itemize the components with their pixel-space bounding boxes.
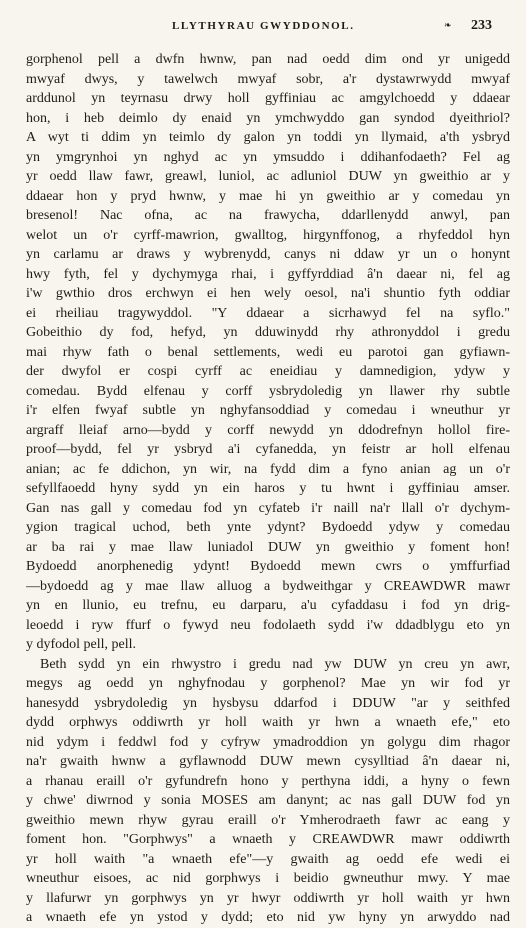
text-line: a rhanau eraill o'r gyfundrefn hono y perthyna iddi, a hyny o fewn — [26, 773, 510, 789]
text-line: i'w gwthio dros erchwyn ei hen wely oesol, na'i shuntio fyth oddiar — [26, 286, 510, 301]
text-line: sefyllfaoedd hyny sydd yn ein haros y tu hwnt i gyffiniau amser. — [26, 481, 510, 496]
page-number: 233 — [471, 18, 492, 33]
text-line: A wyt ti ddim yn teimlo dy galon yn toddi yn llymaid, a'th ysbryd — [26, 130, 510, 145]
text-line: hon, i heb deimlo dy enaid yn ymchwyddo gan syndod dyeithriol? — [26, 110, 510, 126]
text-line: Bydoedd anorphenedig ydynt! Bydoedd mewn cwrs o ymffurfiad — [26, 559, 510, 574]
text-line: —bydoedd ag y mae llaw alluog a bydweithgar y CREAWDWR mawr — [26, 578, 510, 594]
body-text — [26, 50, 510, 928]
text-line: comedau. Bydd elfenau y corff ysbrydoledig yn llawer rhy subtle — [26, 383, 510, 399]
text-line: na'r gwaith hwnw a gyflawnodd DUW mewn cysylltiad â'n daear ni, — [26, 754, 510, 769]
text-line: yr oedd llaw fawr, greawl, luniol, ac adluniol DUW yn gweithio ar y — [26, 169, 510, 184]
text-line: leoedd i ryw ffurf o fywyd neu fodolaeth sydd i'w ddadblygu eto yn — [26, 617, 510, 633]
text-line: der dwyfol er cospi cyrff ac eneidiau y damnedigion, ydyw y — [26, 364, 510, 379]
running-header — [26, 18, 510, 40]
text-line: i'r elfen fwyaf subtle yn nghyfansoddiad y comedau i wneuthur yr — [26, 403, 510, 418]
text-line: y dyfodol pell, pell. — [26, 637, 137, 652]
text-line: y chwe' diwrnod y sonia MOSES am danynt; ac nas gall DUW fod yn — [26, 793, 510, 808]
text-line: megys ag oedd yn nghyfnodau y gorphenol? Mae yn wir fod yr — [26, 676, 510, 691]
text-line: welot un o'r cyrff-mawrion, gwalltog, hirgynffonog, a rhyfeddol hyn — [26, 227, 510, 243]
text-line: Beth sydd yn ein rhwystro i gredu nad yw DUW yn creu yn awr, — [40, 656, 510, 672]
text-line: arddunol yn teyrnasu drwy holl gyffiniau ac amgylchoedd y ddaear — [26, 91, 510, 106]
running-title: LLYTHYRAU GWYDDONOL. — [172, 20, 355, 32]
text-line: yn en llunio, eu trefnu, eu darparu, a'u cyfaddasu i fod yn drig- — [26, 598, 510, 613]
text-line: dydd orphwys oddiwrth yr holl waith yr hwn a wnaeth efe," eto — [26, 715, 510, 730]
text-line: anian; ac fe ddichon, yn wir, na fydd dim a fyno anian ag un o'r — [26, 461, 510, 477]
text-line: gorphenol pell a dwfn hwnw, pan nad oedd dim ond yr unigedd — [26, 52, 510, 67]
text-line: mwyaf dwys, y tawelwch mwyaf sobr, a'r dystawrwydd mwyaf — [26, 71, 510, 87]
text-line: wneuthur eisoes, ac nid gorphwys i beidio gwneuthur mwy. Y mae — [26, 871, 510, 886]
text-line: Gan nas gall y comedau fod yn cyfateb i'r naill na'r llall o'r dychym- — [26, 500, 510, 516]
text-line: proof—bydd, fel yr ysbryd a'i cyfanedda, yn feistr ar holl elfenau — [26, 442, 510, 457]
text-line: hanesydd ysbrydoledig yn hysbysu ddarfod i DDUW "ar y seithfed — [26, 695, 510, 711]
text-line: gweithio mewn rhyw gyrau eraill o'r Ymherodraeth fawr ac eang y — [26, 812, 510, 828]
text-line: ar ba rai y mae llaw luniadol DUW yn gweithio y foment hon! — [26, 539, 510, 555]
text-line: ygion tragical uchod, beth ynte ydynt? Bydoedd ydyw y comedau — [26, 520, 510, 535]
text-line: yn ymgrynhoi yn nghyd ac yn ymsuddo i ddihanfodaeth? Fel ag — [26, 149, 510, 165]
text-line: yr holl waith "a wnaeth efe"—y gwaith ag oedd efe wedi ei — [26, 851, 510, 867]
text-line: a wnaeth efe yn ystod y dydd; eto nid yw hyny yn arwyddo nad — [26, 910, 510, 925]
text-line: ddaear hon y pryd hwnw, y mae hi yn gweithio ar y comedau yn — [26, 188, 510, 204]
ornament-icon: ❧ — [444, 20, 452, 30]
text-line: ei rheiliau tragywyddol. "Y ddaear a sicrhawyd fel na syflo." — [26, 305, 510, 321]
text-line: hwy fyth, fel y dychymyga rhai, i gyffyrddiad â'n daear ni, fel ag — [26, 266, 510, 282]
text-line: y llafurwr yn gorphwys yn yr hwyr oddiwrth yr holl waith yr hwn — [26, 890, 510, 906]
text-line: Gobeithio dy fod, hefyd, yn dduwinydd rhy athronyddol i gredu — [26, 325, 510, 340]
text-line: argraff lleiaf arno—bydd y corff newydd yn ddodrefnyn hollol fire- — [26, 422, 510, 438]
text-line: mai rhyw fath o benal settlements, wedi eu parotoi gan gyfiawn- — [26, 344, 510, 360]
text-line: nid ydym i feddwl fod y cyfryw ymadroddion yn golygu dim rhagor — [26, 734, 510, 750]
text-line: yn carlamu ar draws y wybrenydd, canys ni ddaw yr un o honynt — [26, 247, 510, 262]
text-line: bresenol! Nac ofna, ac na frawycha, ddarllenydd anwyl, pan — [26, 208, 510, 223]
text-line: foment hon. "Gorphwys" a wnaeth y CREAWDWR mawr oddiwrth — [26, 832, 510, 847]
